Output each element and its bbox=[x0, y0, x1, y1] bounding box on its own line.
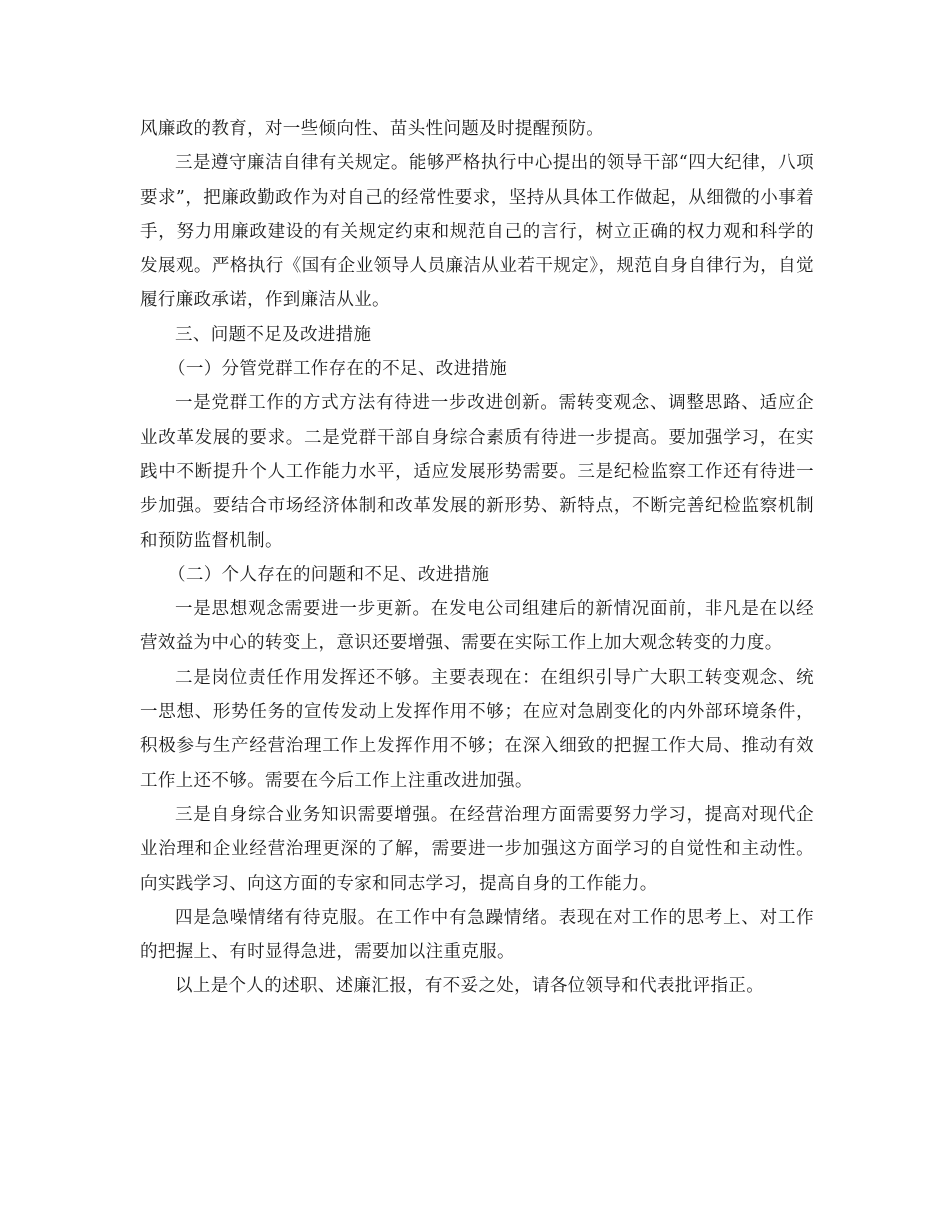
section-heading-problems: 三、问题不足及改进措施 bbox=[175, 324, 372, 345]
paragraph-closing: 以上是个人的述职、述廉汇报，有不妥之处，请各位领导和代表批评指正。 bbox=[175, 976, 765, 997]
paragraph-responsibility: 二是岗位责任作用发挥还不够。主要表现在：在组织引导广大职工转变观念、统一思想、形势任务的宣传发动上发挥作用不够；在应对急剧变化的内外部环境条件，积极参与生产经营治理工作上发挥作用不够；在深入细致的把握工作大局、推动有效工作上还不够。需要在今后工作上注重改进加强。 bbox=[140, 667, 814, 791]
paragraph-party-work: 一是党群工作的方式方法有待进一步改进创新。需转变观念、调整思路、适应企业改革发展的要求。二是党群干部自身综合素质有待进一步提高。要加强学习，在实践中不断提升个人工作能力水平，适应发展形势需要。三是纪检监察工作还有待进一步加强。要结合市场经济体制和改革发展的新形势、新特点，不断完善纪检监察机制和预防监督机制。 bbox=[140, 393, 814, 551]
paragraph-thinking: 一是思想观念需要进一步更新。在发电公司组建后的新情况面前，非凡是在以经营效益为中心的转变上，意识还要增强、需要在实际工作上加大观念转变的力度。 bbox=[140, 599, 814, 654]
paragraph-knowledge: 三是自身综合业务知识需要增强。在经营治理方面需要努力学习，提高对现代企业治理和企业经营治理更深的了解，需要进一步加强这方面学习的自觉性和主动性。向实践学习、向这方面的专家和同志学习，提高自身的工作能力。 bbox=[140, 804, 814, 894]
subheading-party-work: （一）分管党群工作存在的不足、改进措施 bbox=[168, 359, 508, 380]
document-body bbox=[140, 112, 814, 1004]
paragraph-self-discipline: 三是遵守廉洁自律有关规定。能够严格执行中心提出的领导干部“四大纪律，八项要求”，把廉政勤政作为对自己的经常性要求，坚持从具体工作做起，从细微的小事着手，努力用廉政建设的有关规定约束和规范自己的言行，树立正确的权力观和科学的发展观。严格执行《国有企业领导人员廉洁从业若干规定》，规范自身自律行为，自觉履行廉政承诺，作到廉洁从业。 bbox=[140, 153, 814, 311]
paragraph-continuation: 风廉政的教育，对一些倾向性、苗头性问题及时提醒预防。 bbox=[140, 119, 605, 139]
paragraph-temper: 四是急噪情绪有待克服。在工作中有急躁情绪。表现在对工作的思考上、对工作的把握上、有时显得急进，需要加以注重克服。 bbox=[140, 907, 814, 963]
subheading-personal: （二）个人存在的问题和不足、改进措施 bbox=[168, 564, 490, 585]
